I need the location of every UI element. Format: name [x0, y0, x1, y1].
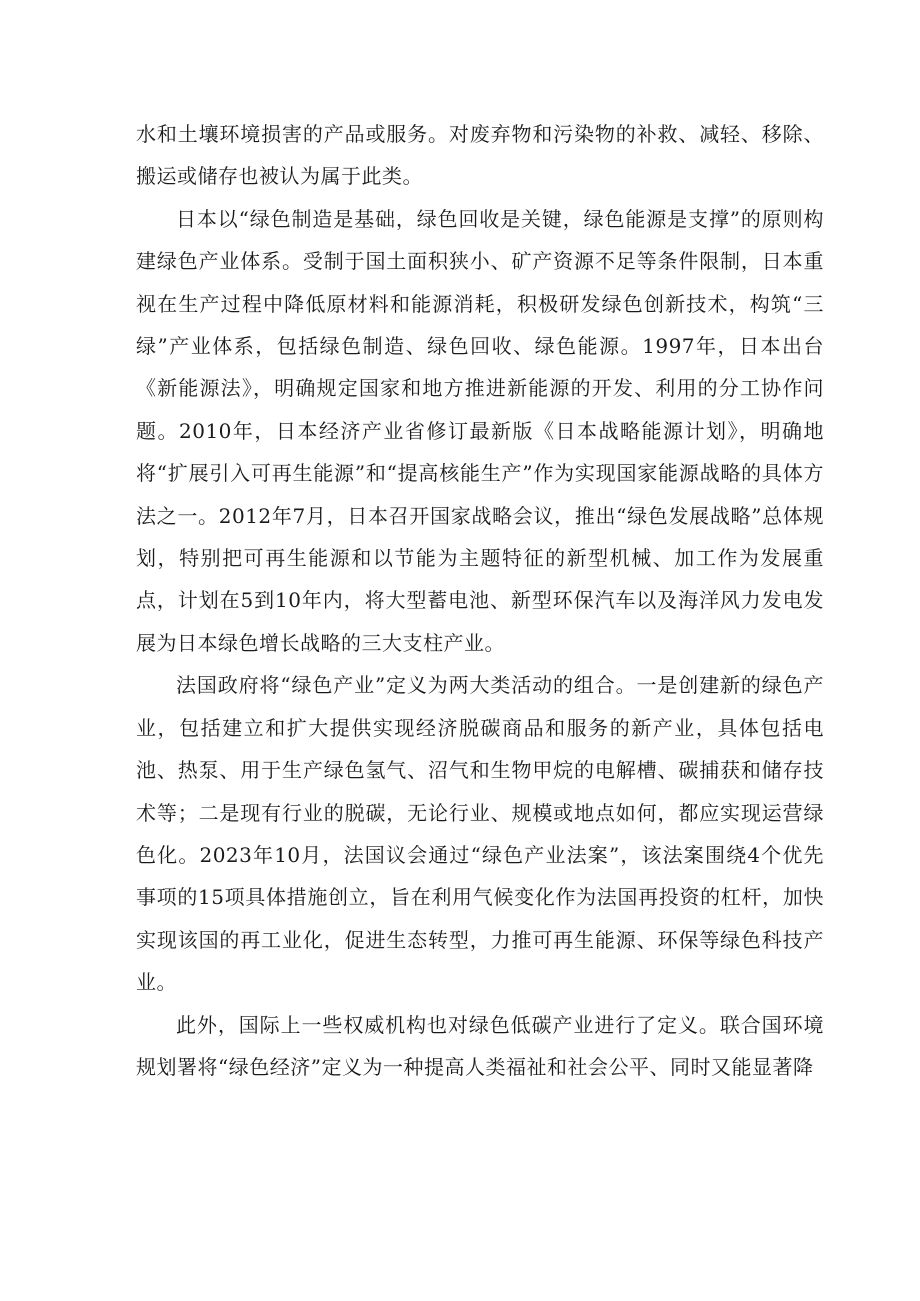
document-page — [136, 113, 824, 1088]
paragraph-waste-services: 水和土壤环境损害的产品或服务。对废弃物和污染物的补救、减轻、移除、搬运或储存也被认为属于此类。 — [136, 122, 824, 189]
paragraph-japan: 日本以“绿色制造是基础，绿色回收是关键，绿色能源是支撑”的原则构建绿色产业体系。受制于国土面积狭小、矿产资源不足等条件限制，日本重视在生产过程中降低原材料和能源消耗，积极研发绿色创新技术，构筑“三绿”产业体系，包括绿色制造、绿色回收、绿色能源。1997年，日本出台《新能源法》，明确规定国家和地方推进新能源的开发、利用的分工协作问题。2010年，日本经济产业省修订最新版《日本战略能源计划》，明确地将“扩展引入可再生能源”和“提高核能生产”作为实现国家能源战略的具体方法之一。2012年7月，日本召开国家战略会议，推出“绿色发展战略”总体规划，特别把可再生能源和以节能为主题特征的新型机械、加工作为发展重点，计划在5到10年内，将大型蓄电池、新型环保汽车以及海洋风力发电发展为日本绿色增长战略的三大支柱产业。 — [136, 206, 824, 655]
paragraph-france: 法国政府将“绿色产业”定义为两大类活动的组合。一是创建新的绿色产业，包括建立和扩大提供实现经济脱碳商品和服务的新产业，具体包括电池、热泵、用于生产绿色氢气、沼气和生物甲烷的电解槽、碳捕获和储存技术等；二是现有行业的脱碳，无论行业、规模或地点如何，都应实现运营绿色化。2023年10月，法国议会通过“绿色产业法案”，该法案围绕4个优先事项的15项具体措施创立，旨在利用气候变化作为法国再投资的杠杆，加快实现该国的再工业化，促进生态转型，力推可再生能源、环保等绿色科技产业。 — [136, 673, 824, 995]
paragraph-international: 此外，国际上一些权威机构也对绿色低碳产业进行了定义。联合国环境规划署将“绿色经济”定义为一种提高人类福祉和社会公平、同时又能显著降 — [136, 1012, 824, 1079]
